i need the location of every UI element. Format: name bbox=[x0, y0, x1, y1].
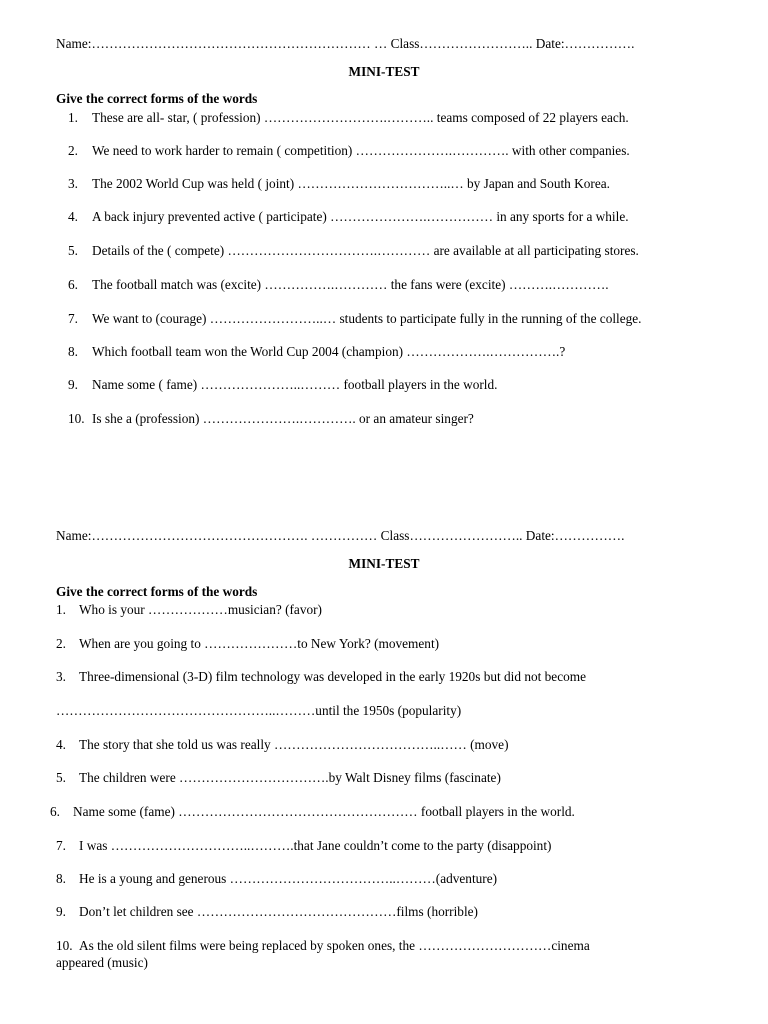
question-text: The story that she told us was really ………………………………..…… (move) bbox=[79, 737, 509, 752]
question-text: A back injury prevented active ( participate) ………………….…………… in any sports for a while. bbox=[92, 209, 629, 224]
question-text: Which football team won the World Cup 2004 (champion) ……………….…………….? bbox=[92, 344, 566, 359]
question-number: 9. bbox=[68, 377, 78, 392]
question-text: He is a young and generous ………………………………..………(adventure) bbox=[79, 871, 498, 886]
question-number: 4. bbox=[68, 209, 78, 224]
student-info-line: Name:…………………………………………. …………… Class…………………….. Date:……………. bbox=[56, 528, 625, 543]
question-text: These are all- star, ( profession) ……………………….……….. teams composed of 22 players each. bbox=[92, 110, 629, 125]
instruction: Give the correct forms of the words bbox=[56, 584, 258, 599]
question-text: The football match was (excite) …………….………… the fans were (excite) ……….…………. bbox=[92, 277, 609, 292]
question-text: Is she a (profession) ………………….…………. or an amateur singer? bbox=[92, 411, 474, 426]
question-number: 8. bbox=[68, 344, 78, 359]
question-text: Don’t let children see ………………………………………films (horrible) bbox=[79, 904, 478, 919]
question-number: 5. bbox=[56, 770, 66, 785]
question-number: 1. bbox=[56, 602, 66, 617]
question-number: 6. bbox=[50, 804, 60, 819]
question-number: 6. bbox=[68, 277, 78, 292]
question-number: 7. bbox=[56, 838, 66, 853]
question-number: 5. bbox=[68, 243, 78, 258]
question-number: 7. bbox=[68, 311, 78, 326]
question-text: The children were …………………………….by Walt Disney films (fascinate) bbox=[79, 770, 501, 785]
question-text-continuation: appeared (music) bbox=[56, 955, 148, 970]
question-text-continuation: …………………………………………..………until the 1950s (popularity) bbox=[56, 703, 462, 718]
question-text: When are you going to …………………to New York? (movement) bbox=[79, 636, 440, 651]
question-number: 8. bbox=[56, 871, 66, 886]
question-number: 2. bbox=[68, 143, 78, 158]
question-number: 3. bbox=[56, 669, 66, 684]
question-text: As the old silent films were being replaced by spoken ones, the …………………………cinema bbox=[79, 938, 590, 953]
question-text: Who is your ………………musician? (favor) bbox=[79, 602, 322, 617]
test-title: MINI-TEST bbox=[348, 64, 420, 79]
test-title: MINI-TEST bbox=[348, 556, 420, 571]
question-text: Name some (fame) ……………………………………………… football players in the world. bbox=[73, 804, 575, 819]
question-number: 1. bbox=[68, 110, 78, 125]
instruction: Give the correct forms of the words bbox=[56, 91, 258, 106]
question-text: We need to work harder to remain ( competition) ………………….…………. with other companies. bbox=[92, 143, 630, 158]
question-number: 3. bbox=[68, 176, 78, 191]
question-text: Three-dimensional (3-D) film technology was developed in the early 1920s but did not become bbox=[79, 669, 586, 684]
question-number: 9. bbox=[56, 904, 66, 919]
question-number: 2. bbox=[56, 636, 66, 651]
question-text: I was …………………………..……….that Jane couldn’t come to the party (disappoint) bbox=[79, 838, 552, 853]
question-text: Name some ( fame) …………………..……… football players in the world. bbox=[92, 377, 498, 392]
question-text: The 2002 World Cup was held ( joint) ……………………………..… by Japan and South Korea. bbox=[92, 176, 610, 191]
question-text: We want to (courage) ……………………..… students to participate fully in the running of the college. bbox=[92, 311, 642, 326]
question-number: 4. bbox=[56, 737, 66, 752]
question-text: Details of the ( compete) …………………………….………… are available at all participating stores. bbox=[92, 243, 639, 258]
question-number: 10. bbox=[56, 938, 73, 953]
student-info-line: Name:……………………………………………………… … Class…………………….. Date:……………. bbox=[56, 36, 635, 51]
question-number: 10. bbox=[68, 411, 85, 426]
